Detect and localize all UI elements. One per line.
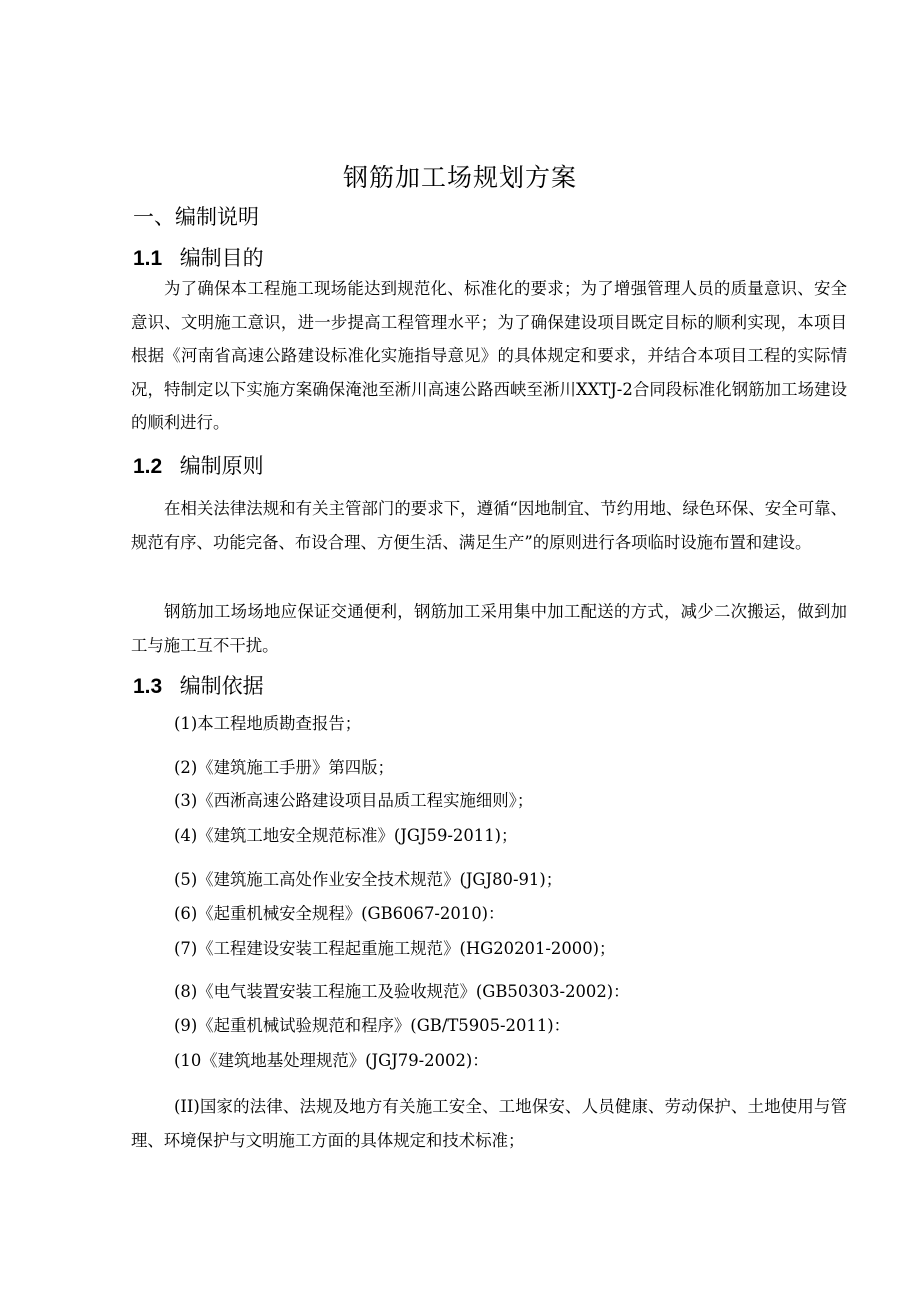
subsection-number: 1.1 xyxy=(133,247,163,270)
paragraph-purpose: 为了确保本工程施工现场能达到规范化、标准化的要求；为了增强管理人员的质量意识、安全意识、文明施工意识，进一步提高工程管理水平；为了确保建设项目既定目标的顺利实现，本项目根据《河南省高速公路建设标准化实施指导意见》的具体规定和要求，并结合本项目工程的实际情况，特制定以下实施方案确保淹池至淅川高速公路西峡至淅川XXTJ-2合同段标准化钢筋加工场建设的顺利进行。 xyxy=(131,279,847,432)
reference-item: (1)本工程地质勘查报告； xyxy=(174,714,362,733)
reference-item: (3)《西淅高速公路建设项目品质工程实施细则》； xyxy=(174,791,534,810)
subsection-heading-1-2 xyxy=(133,450,264,480)
document-title: 钢筋加工场规划方案 xyxy=(342,163,577,192)
reference-item: (8)《电气装置安装工程施工及验收规范》(GB50303-2002)： xyxy=(174,982,630,1001)
reference-item: (7)《工程建设安装工程起重施工规范》(HG20201-2000)； xyxy=(174,939,616,958)
paragraph-principle: 在相关法律法规和有关主管部门的要求下，遵循“因地制宜、节约用地、绿色环保、安全可靠、规范有序、功能完备、布设合理、方便生活、满足生产”的原则进行各项临时设施布置和建设。 xyxy=(131,499,847,552)
section-heading-1: 一、编制说明 xyxy=(133,205,259,229)
reference-item: (2)《建筑施工手册》第四版； xyxy=(174,758,394,777)
subsection-heading-1-3 xyxy=(133,670,264,700)
reference-item: (9)《起重机械试验规范和程序》(GB/T5905-2011)： xyxy=(174,1016,571,1035)
paragraph-site: 钢筋加工场场地应保证交通便利，钢筋加工采用集中加工配送的方式，减少二次搬运，做到加工与施工互不干扰。 xyxy=(131,602,847,655)
reference-item: (10《建筑地基处理规范》(JGJ79-2002)： xyxy=(174,1051,489,1070)
paragraph-regulations: (II)国家的法律、法规及地方有关施工安全、工地保安、人员健康、劳动保护、土地使用与管理、环境保护与文明施工方面的具体规定和技术标准； xyxy=(131,1097,847,1150)
subsection-label: 编制目的 xyxy=(179,246,264,270)
subsection-heading-1-1 xyxy=(133,242,264,272)
subsection-number: 1.2 xyxy=(133,455,163,478)
reference-item: (4)《建筑工地安全规范标准》(JGJ59-2011)； xyxy=(174,826,518,845)
subsection-label: 编制原则 xyxy=(179,454,264,478)
subsection-label: 编制依据 xyxy=(179,674,264,698)
subsection-number: 1.3 xyxy=(133,675,163,698)
reference-item: (6)《起重机械安全规程》(GB6067-2010)： xyxy=(174,904,505,923)
reference-item: (5)《建筑施工高处作业安全技术规范》(JGJ80-91)； xyxy=(174,870,563,889)
